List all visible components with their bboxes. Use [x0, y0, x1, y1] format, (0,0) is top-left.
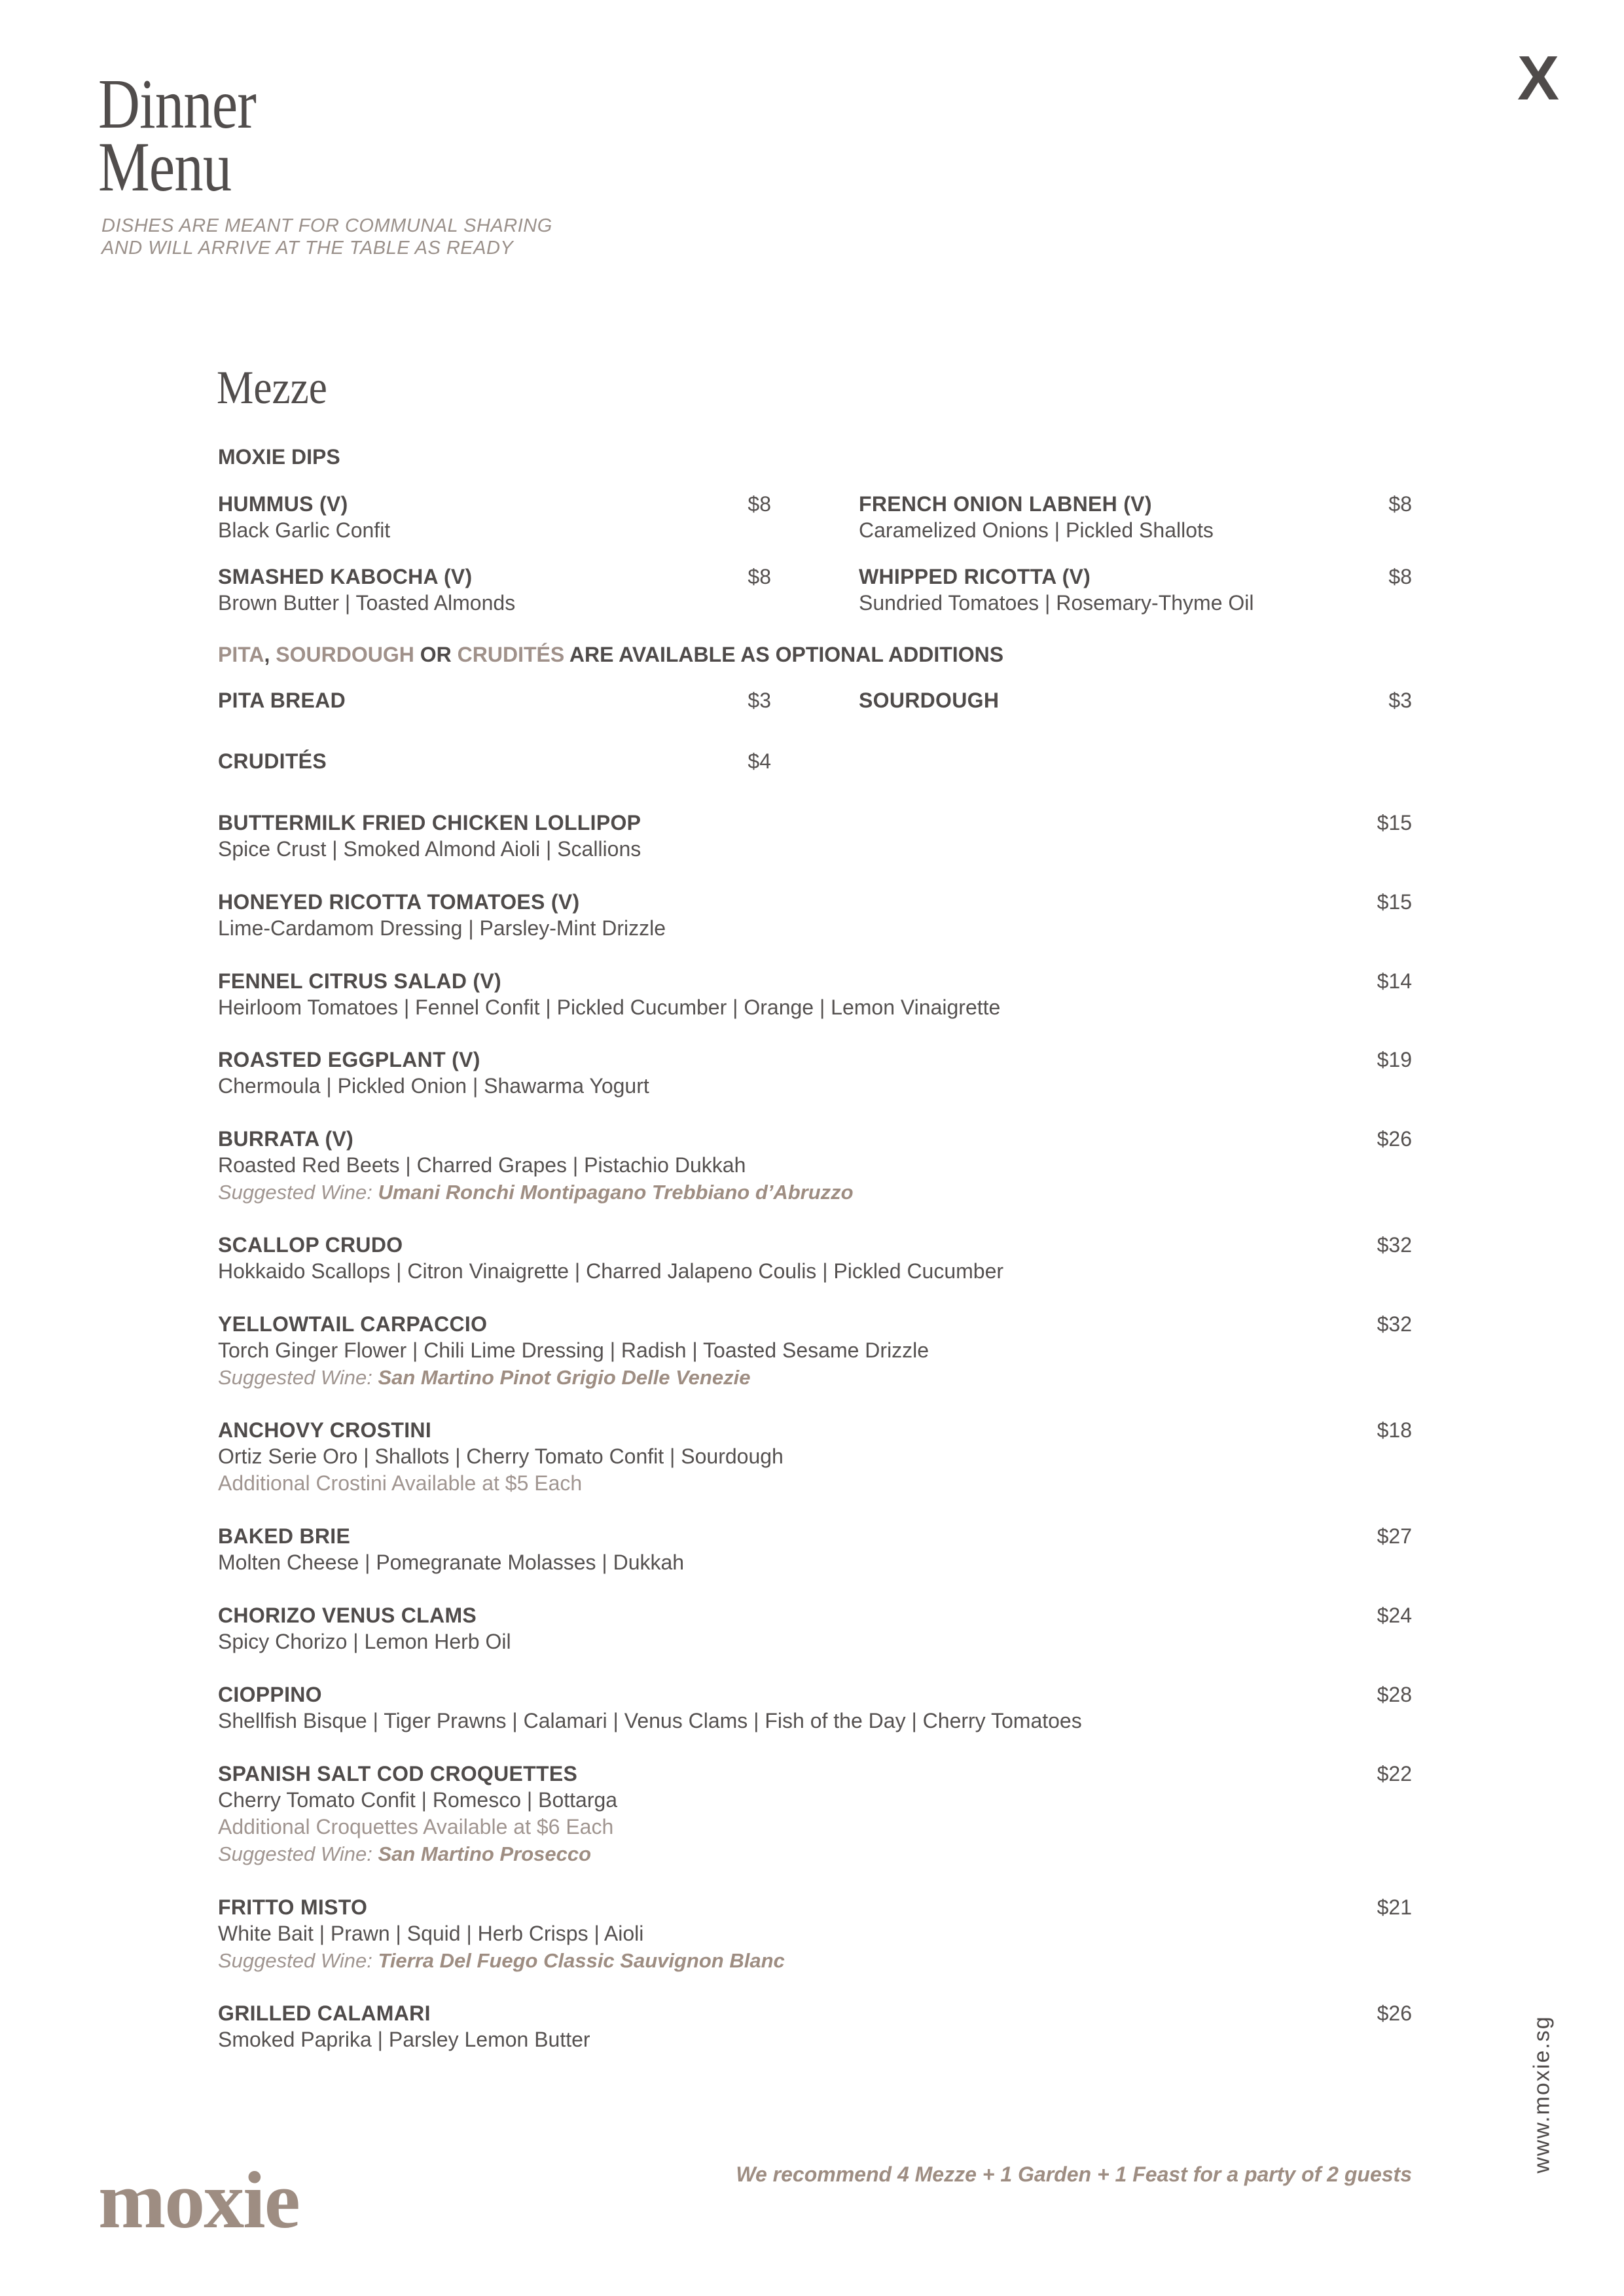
- accent-crudites: CRUDITÉS: [457, 643, 565, 666]
- item-description: Black Garlic Confit: [218, 518, 391, 542]
- item-description: Hokkaido Scallops | Citron Vinaigrette | Charred Jalapeno Coulis | Pickled Cucumber: [218, 1259, 1004, 1283]
- separator: ,: [264, 643, 276, 666]
- item-name: SPANISH SALT COD CROQUETTES: [218, 1762, 578, 1785]
- menu-item: [218, 1047, 1412, 1100]
- item-description: Molten Cheese | Pomegranate Molasses | Dukkah: [218, 1551, 685, 1574]
- item-price: $4: [748, 749, 771, 773]
- x-mark-icon: X: [1517, 43, 1560, 113]
- item-note: Additional Crostini Available at $5 Each: [218, 1471, 583, 1495]
- item-description: Heirloom Tomatoes | Fennel Confit | Pickled Cucumber | Orange | Lemon Vinaigrette: [218, 996, 1001, 1019]
- group-label-moxie-dips: MOXIE DIPS: [218, 445, 340, 469]
- optional-additions-text: ARE AVAILABLE AS OPTIONAL ADDITIONS: [564, 643, 1004, 666]
- optional-additions-note: [218, 641, 1003, 668]
- menu-item: [859, 687, 1412, 713]
- item-name: FRITTO MISTO: [218, 1895, 368, 1919]
- item-price: $8: [748, 565, 771, 588]
- item-description: Caramelized Onions | Pickled Shallots: [859, 518, 1214, 542]
- menu-item: [218, 1761, 1412, 1867]
- item-price: $22: [1377, 1762, 1412, 1785]
- item-name: GRILLED CALAMARI: [218, 2001, 431, 2025]
- menu-item: [859, 564, 1412, 617]
- wine-label: Suggested Wine:: [218, 1949, 378, 1972]
- item-price: $32: [1377, 1312, 1412, 1336]
- item-name: ROASTED EGGPLANT (V): [218, 1048, 480, 1071]
- separator: OR: [414, 643, 458, 666]
- item-name: CIOPPINO: [218, 1683, 322, 1706]
- item-price: $32: [1377, 1233, 1412, 1257]
- sharing-note: [101, 215, 552, 259]
- suggested-wine: [218, 1179, 1412, 1206]
- item-name: SOURDOUGH: [859, 689, 1000, 712]
- item-name: CHORIZO VENUS CLAMS: [218, 1604, 477, 1627]
- item-price: $27: [1377, 1524, 1412, 1548]
- item-price: $24: [1377, 1604, 1412, 1627]
- item-name: HUMMUS (V): [218, 492, 348, 516]
- page-title: [98, 65, 257, 206]
- sharing-note-line2: AND WILL ARRIVE AT THE TABLE AS READY: [101, 238, 514, 259]
- item-price: $3: [748, 689, 771, 712]
- item-price: $8: [1388, 492, 1412, 516]
- menu-item: [218, 889, 1412, 942]
- menu-item: [859, 491, 1412, 544]
- menu-item: [218, 2000, 1412, 2053]
- item-price: $19: [1377, 1048, 1412, 1071]
- item-description: Sundried Tomatoes | Rosemary-Thyme Oil: [859, 591, 1254, 615]
- item-price: $8: [1388, 565, 1412, 588]
- menu-item: [218, 1417, 1412, 1497]
- item-name: SMASHED KABOCHA (V): [218, 565, 473, 588]
- item-name: BURRATA (V): [218, 1127, 354, 1151]
- item-price: $14: [1377, 969, 1412, 993]
- item-name: FRENCH ONION LABNEH (V): [859, 492, 1152, 516]
- menu-item: [218, 491, 771, 544]
- item-description: Chermoula | Pickled Onion | Shawarma Yogurt: [218, 1074, 649, 1098]
- item-price: $15: [1377, 811, 1412, 834]
- menu-item: [218, 1894, 1412, 1974]
- item-description: Cherry Tomato Confit | Romesco | Bottarga: [218, 1788, 618, 1812]
- item-name: ANCHOVY CROSTINI: [218, 1418, 432, 1442]
- wine-name: Umani Ronchi Montipagano Trebbiano d’Abruzzo: [378, 1181, 854, 1204]
- item-description: Shellfish Bisque | Tiger Prawns | Calamari | Venus Clams | Fish of the Day | Cherry Tomatoes: [218, 1709, 1082, 1732]
- wine-label: Suggested Wine:: [218, 1366, 378, 1389]
- wine-name: San Martino Pinot Grigio Delle Venezie: [378, 1366, 751, 1389]
- section-title-mezze: Mezze: [217, 361, 327, 414]
- website-url[interactable]: www.moxie.sg: [1529, 2015, 1555, 2174]
- item-description: Torch Ginger Flower | Chili Lime Dressing | Radish | Toasted Sesame Drizzle: [218, 1338, 929, 1362]
- suggested-wine: [218, 1947, 1412, 1974]
- menu-item: [218, 1232, 1412, 1285]
- item-price: $8: [748, 492, 771, 516]
- item-description: White Bait | Prawn | Squid | Herb Crisps | Aioli: [218, 1922, 644, 1945]
- wine-name: San Martino Prosecco: [378, 1842, 592, 1865]
- wine-label: Suggested Wine:: [218, 1842, 378, 1865]
- accent-sourdough: SOURDOUGH: [276, 643, 414, 666]
- item-description: Spicy Chorizo | Lemon Herb Oil: [218, 1630, 511, 1653]
- item-price: $28: [1377, 1683, 1412, 1706]
- item-price: $26: [1377, 1127, 1412, 1151]
- item-name: YELLOWTAIL CARPACCIO: [218, 1312, 488, 1336]
- item-name: FENNEL CITRUS SALAD (V): [218, 969, 501, 993]
- item-price: $18: [1377, 1418, 1412, 1442]
- moxie-logo: moxie: [98, 2155, 299, 2245]
- title-line-dinner: Dinner: [98, 65, 257, 143]
- item-description: Smoked Paprika | Parsley Lemon Butter: [218, 2028, 590, 2051]
- item-price: $26: [1377, 2001, 1412, 2025]
- suggested-wine: [218, 1364, 1412, 1391]
- item-price: $15: [1377, 890, 1412, 914]
- item-name: HONEYED RICOTTA TOMATOES (V): [218, 890, 580, 914]
- item-name: PITA BREAD: [218, 689, 346, 712]
- item-name: WHIPPED RICOTTA (V): [859, 565, 1091, 588]
- sharing-note-line1: DISHES ARE MEANT FOR COMMUNAL SHARING: [101, 215, 552, 236]
- menu-item: [218, 1126, 1412, 1206]
- menu-item: [218, 748, 771, 774]
- item-description: Spice Crust | Smoked Almond Aioli | Scallions: [218, 837, 641, 861]
- item-name: SCALLOP CRUDO: [218, 1233, 403, 1257]
- menu-item: [218, 687, 771, 713]
- item-description: Ortiz Serie Oro | Shallots | Cherry Tomato Confit | Sourdough: [218, 1444, 784, 1468]
- title-line-menu: Menu: [98, 128, 232, 206]
- item-name: BUTTERMILK FRIED CHICKEN LOLLIPOP: [218, 811, 641, 834]
- item-name: CRUDITÉS: [218, 749, 327, 773]
- wine-name: Tierra Del Fuego Classic Sauvignon Blanc: [378, 1949, 785, 1972]
- menu-item: [218, 1523, 1412, 1576]
- accent-pita: PITA: [218, 643, 264, 666]
- item-description: Roasted Red Beets | Charred Grapes | Pistachio Dukkah: [218, 1153, 746, 1177]
- menu-item: [218, 1602, 1412, 1655]
- suggested-wine: [218, 1840, 1412, 1867]
- wine-label: Suggested Wine:: [218, 1181, 378, 1204]
- item-price: $3: [1388, 689, 1412, 712]
- item-name: BAKED BRIE: [218, 1524, 351, 1548]
- menu-item: [218, 810, 1412, 863]
- menu-item: [218, 564, 771, 617]
- menu-item: [218, 1311, 1412, 1391]
- menu-item: [218, 968, 1412, 1021]
- item-price: $21: [1377, 1895, 1412, 1919]
- item-description: Brown Butter | Toasted Almonds: [218, 591, 516, 615]
- menu-item: [218, 1681, 1412, 1734]
- item-description: Lime-Cardamom Dressing | Parsley-Mint Drizzle: [218, 916, 666, 940]
- party-recommendation: We recommend 4 Mezze + 1 Garden + 1 Feast for a party of 2 guests: [736, 2162, 1412, 2186]
- item-note: Additional Croquettes Available at $6 Each: [218, 1815, 614, 1839]
